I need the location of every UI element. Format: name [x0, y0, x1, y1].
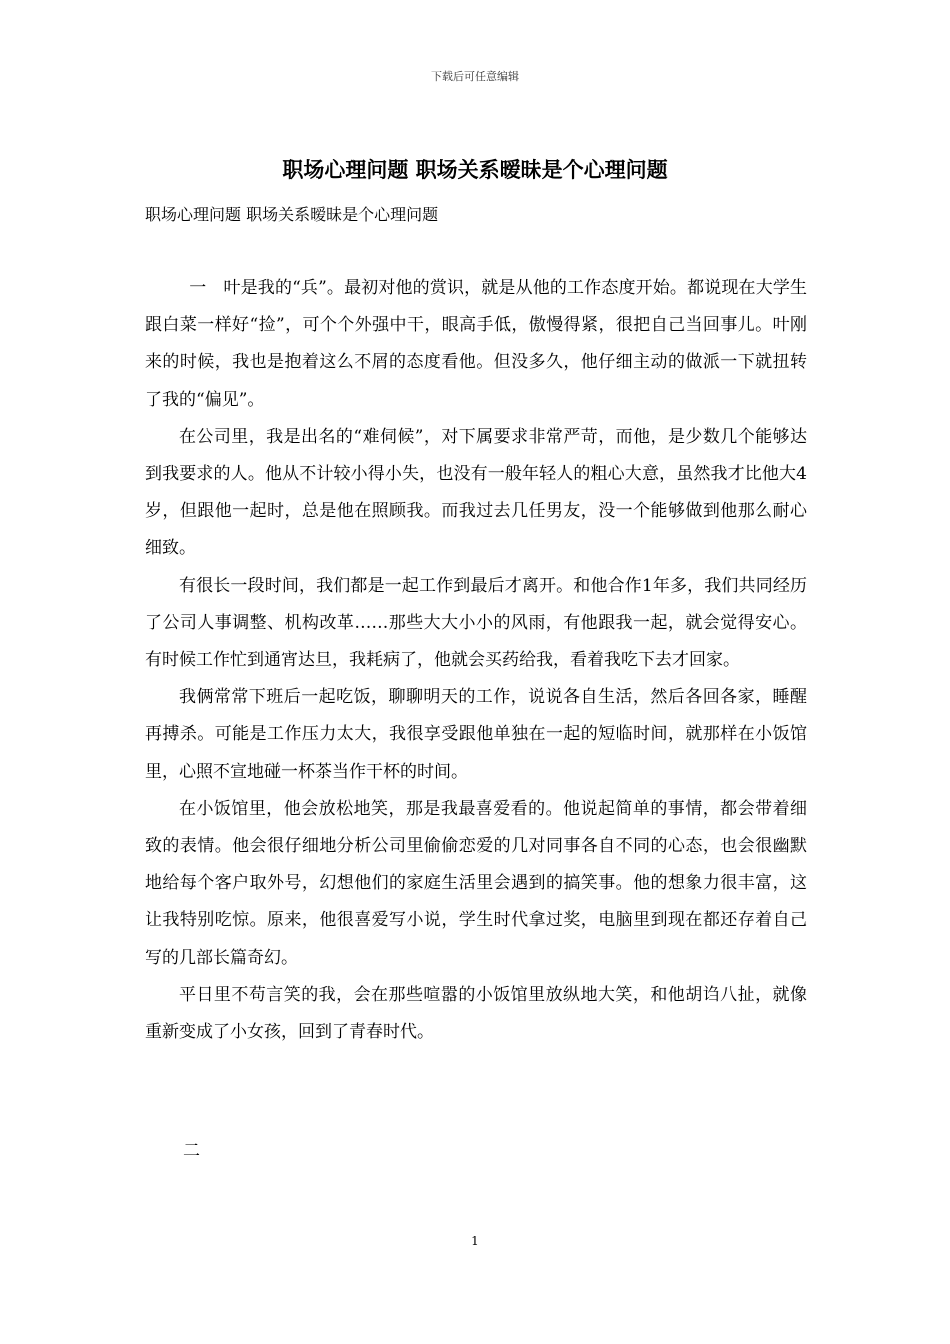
- subtitle: 职场心理问题 职场关系暧昧是个心理问题: [145, 205, 439, 224]
- section-heading-two: 二: [183, 1141, 200, 1161]
- paragraph-4: 我俩常常下班后一起吃饭，聊聊明天的工作，说说各自生活，然后各回各家，睡醒再搏杀。可能是工作压力太大，我很享受跟他单独在一起的短临时间，就那样在小饭馆里，心照不宣地碰一杯茶当作干杯的时间。: [145, 687, 807, 782]
- paragraph-1: 一 叶是我的“兵”。最初对他的赏识，就是从他的工作态度开始。都说现在大学生跟白菜一样好“捡”，可个个外强中干，眼高手低，傲慢得紧，很把自己当回事儿。叶刚来的时候，我也是抱着这么不屑的态度看他。但没多久，他仔细主动的做派一下就扭转了我的“偏见”。: [145, 278, 807, 410]
- page-number: 1: [471, 1234, 479, 1248]
- paragraph-3: 有很长一段时间，我们都是一起工作到最后才离开。和他合作1年多，我们共同经历了公司人事调整、机构改革……那些大大小小的风雨，有他跟我一起，就会觉得安心。有时候工作忙到通宵达旦，我耗病了，他就会买药给我，看着我吃下去才回家。: [145, 575, 807, 671]
- article-body: [145, 270, 807, 1051]
- page-title: 职场心理问题 职场关系暧昧是个心理问题: [282, 157, 668, 182]
- paragraph-6: 平日里不苟言笑的我，会在那些喧嚣的小饭馆里放纵地大笑，和他胡诌八扯，就像重新变成了小女孩，回到了青春时代。: [145, 984, 807, 1043]
- paragraph-2: 在公司里，我是出名的“难伺候”，对下属要求非常严苛，而他，是少数几个能够达到我要求的人。他从不计较小得小失，也没有一般年轻人的粗心大意，虽然我才比他大4岁，但跟他一起时，总是他在照顾我。而我过去几任男友，没一个能够做到他那么耐心细致。: [145, 426, 807, 559]
- header-note: 下载后可任意编辑: [431, 70, 519, 83]
- paragraph-5: 在小饭馆里，他会放松地笑，那是我最喜爱看的。他说起简单的事情，都会带着细致的表情。他会很仔细地分析公司里偷偷恋爱的几对同事各自不同的心态，也会很幽默地给每个客户取外号，幻想他们的家庭生活里会遇到的搞笑事。他的想象力很丰富，这让我特别吃惊。原来，他很喜爱写小说，学生时代拿过奖，电脑里到现在都还存着自己写的几部长篇奇幻。: [145, 798, 807, 968]
